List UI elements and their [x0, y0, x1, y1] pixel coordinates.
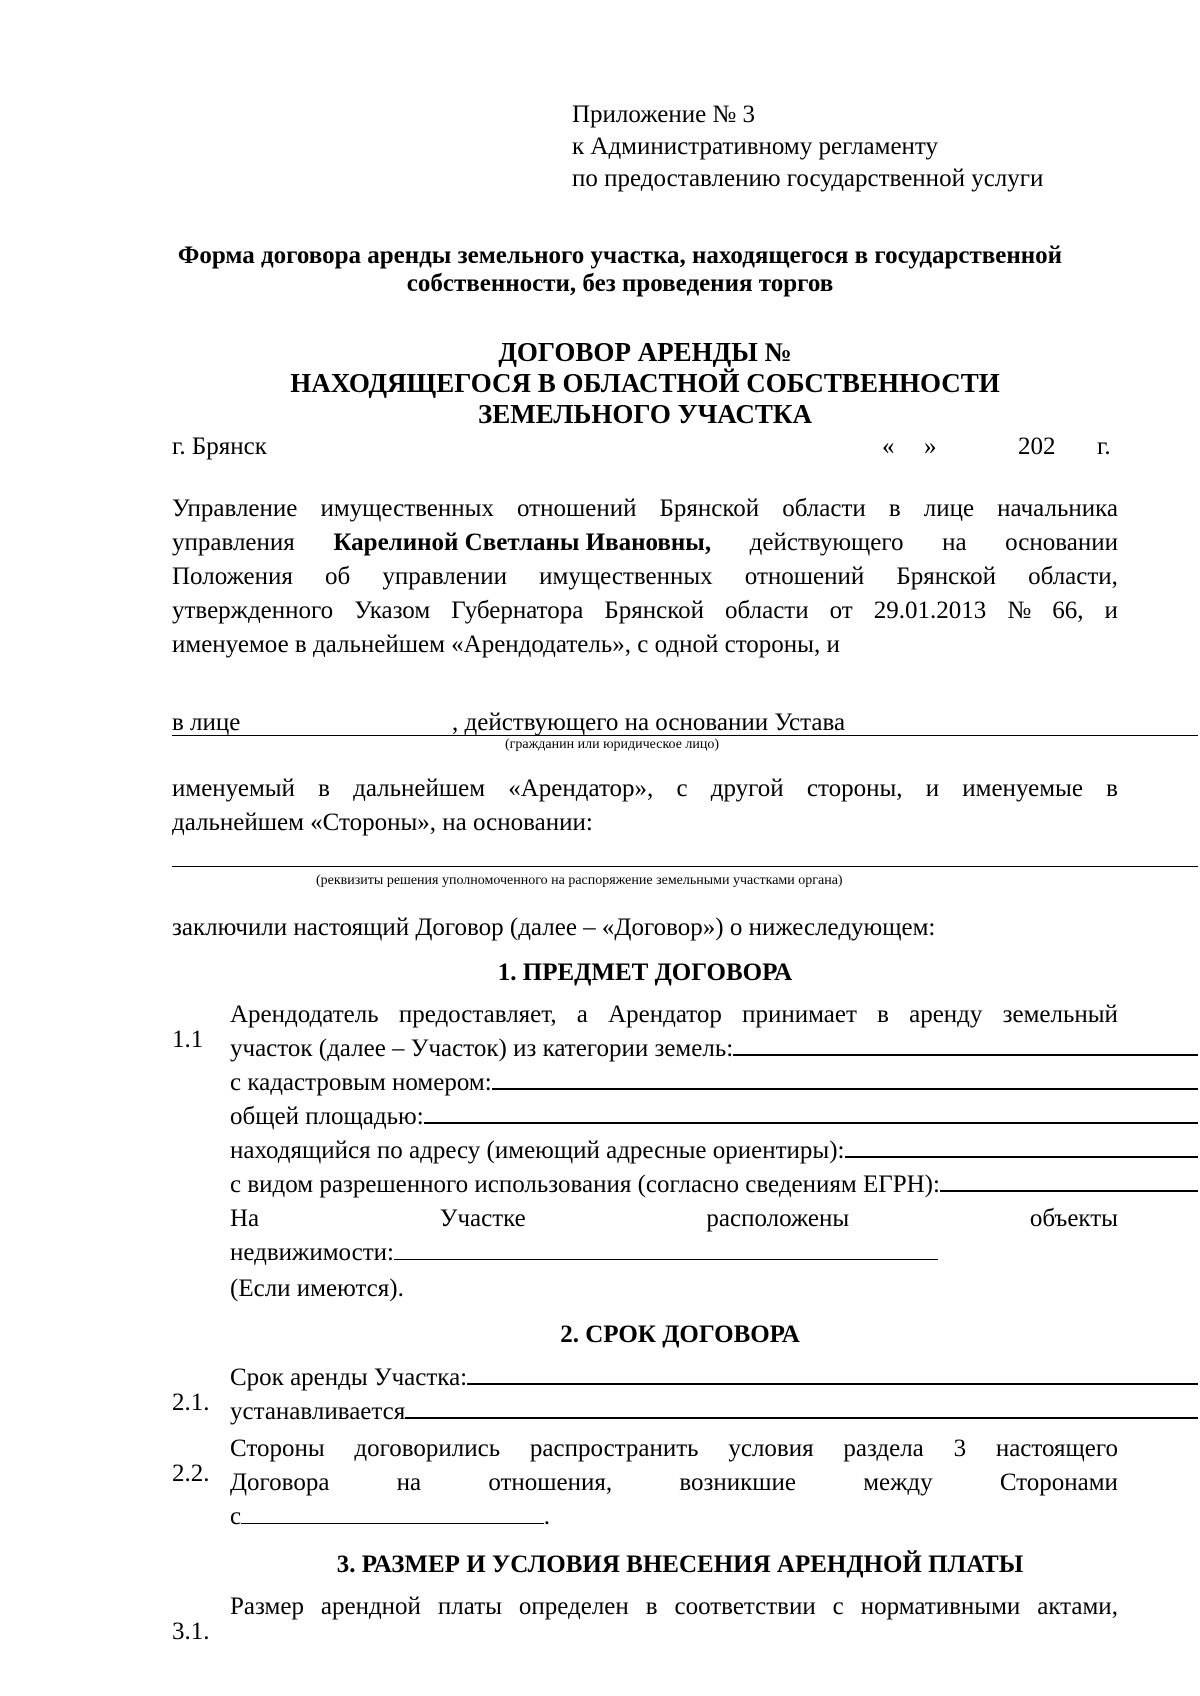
address-field[interactable]: находящийся по адресу (имеющий адресные ориентиры): [230, 1134, 1198, 1168]
preamble-line-4: утвержденного Указом Губернатора Брянской области от 29.01.2013 № 66, и [172, 597, 1118, 624]
decision-caption: (реквизиты решения уполномоченного на распоряжение земельными участками органа) [316, 873, 843, 888]
real-estate-field[interactable]: недвижимости: [230, 1236, 938, 1270]
cadastral-number-field[interactable]: с кадастровым номером: [230, 1066, 1198, 1100]
area-field[interactable]: общей площадью: [230, 1100, 1198, 1134]
section-1-heading: 1. ПРЕДМЕТ ДОГОВОРА [497, 959, 793, 986]
clause-1-1-number: 1.1 [172, 1026, 204, 1053]
section-3-heading: 3. РАЗМЕР И УСЛОВИЯ ВНЕСЕНИЯ АРЕНДНОЙ ПЛАТЫ [336, 1551, 1024, 1578]
decision-underline [172, 866, 1198, 867]
clause-3-1-line-1: Размер арендной платы определен в соответствии с нормативными актами, [230, 1593, 1118, 1620]
appendix-line-1: Приложение № 3 [572, 101, 756, 128]
in-person-label: в лице [172, 709, 241, 736]
section-2-heading: 2. СРОК ДОГОВОРА [560, 1321, 800, 1348]
date-quote-close: » [924, 433, 937, 460]
form-title-line-2: собственности, без проведения торгов [406, 270, 834, 297]
land-category-field[interactable]: участок (далее – Участок) из категории земель: [230, 1032, 1198, 1066]
concluded-line: заключили настоящий Договор (далее – «Договор») о нижеследующем: [172, 914, 936, 941]
city: г. Брянск [172, 433, 267, 460]
tenant-line-2: дальнейшем «Стороны», на основании: [172, 809, 593, 836]
permitted-use-field[interactable]: с видом разрешенного использования (согласно сведениям ЕГРН): [230, 1168, 1198, 1202]
tenant-caption: (гражданин или юридическое лицо) [505, 737, 720, 752]
if-any-note: (Если имеются). [230, 1275, 404, 1302]
head-name: Карелиной Светланы Ивановны, [333, 529, 712, 556]
preamble-line-3: Положения об управлении имущественных отношений Брянской области, [172, 563, 1118, 590]
term-established-field[interactable]: устанавливается [230, 1395, 1198, 1429]
form-title-line-1: Форма договора аренды земельного участка, находящегося в государственной [177, 242, 1063, 269]
appendix-line-3: по предоставлению государственной услуги [572, 165, 1044, 192]
date-quote-open: « [882, 433, 895, 460]
clause-2-2-line-1: Стороны договорились распространить условия раздела 3 настоящего [230, 1435, 1118, 1462]
clause-1-1-line-1: Арендодатель предоставляет, а Арендатор принимает в аренду земельный [230, 1001, 1118, 1028]
clause-2-1-number: 2.1. [172, 1389, 210, 1416]
contract-title-line-3: ЗЕМЕЛЬНОГО УЧАСТКА [478, 399, 812, 429]
preamble-line-5: именуемое в дальнейшем «Арендодатель», с одной стороны, и [172, 631, 840, 658]
clause-1-1-line-7: На Участке расположены объекты [230, 1205, 1118, 1232]
preamble-line-1: Управление имущественных отношений Брянской области в лице начальника [172, 495, 1118, 522]
effective-date-field[interactable]: с . [230, 1503, 550, 1530]
date-year: 202 [1018, 433, 1056, 460]
lease-term-field[interactable]: Срок аренды Участка: [230, 1361, 1198, 1395]
preamble-line-2: управления Карелиной Светланы Ивановны, действующего на основании [172, 526, 1118, 560]
clause-3-1-number: 3.1. [172, 1618, 210, 1645]
clause-2-2-line-2: Договора на отношения, возникшие между Сторонами [230, 1469, 1118, 1496]
contract-title-line-1: ДОГОВОР АРЕНДЫ № [498, 337, 792, 367]
tenant-line-1: именуемый в дальнейшем «Арендатор», с другой стороны, и именуемые в [172, 775, 1118, 802]
acting-label: , действующего на основании Устава [452, 709, 846, 736]
appendix-line-2: к Административному регламенту [572, 133, 939, 160]
date-year-suffix: г. [1097, 433, 1111, 460]
clause-2-2-number: 2.2. [172, 1460, 210, 1487]
contract-title-line-2: НАХОДЯЩЕГОСЯ В ОБЛАСТНОЙ СОБСТВЕННОСТИ [290, 368, 1000, 398]
